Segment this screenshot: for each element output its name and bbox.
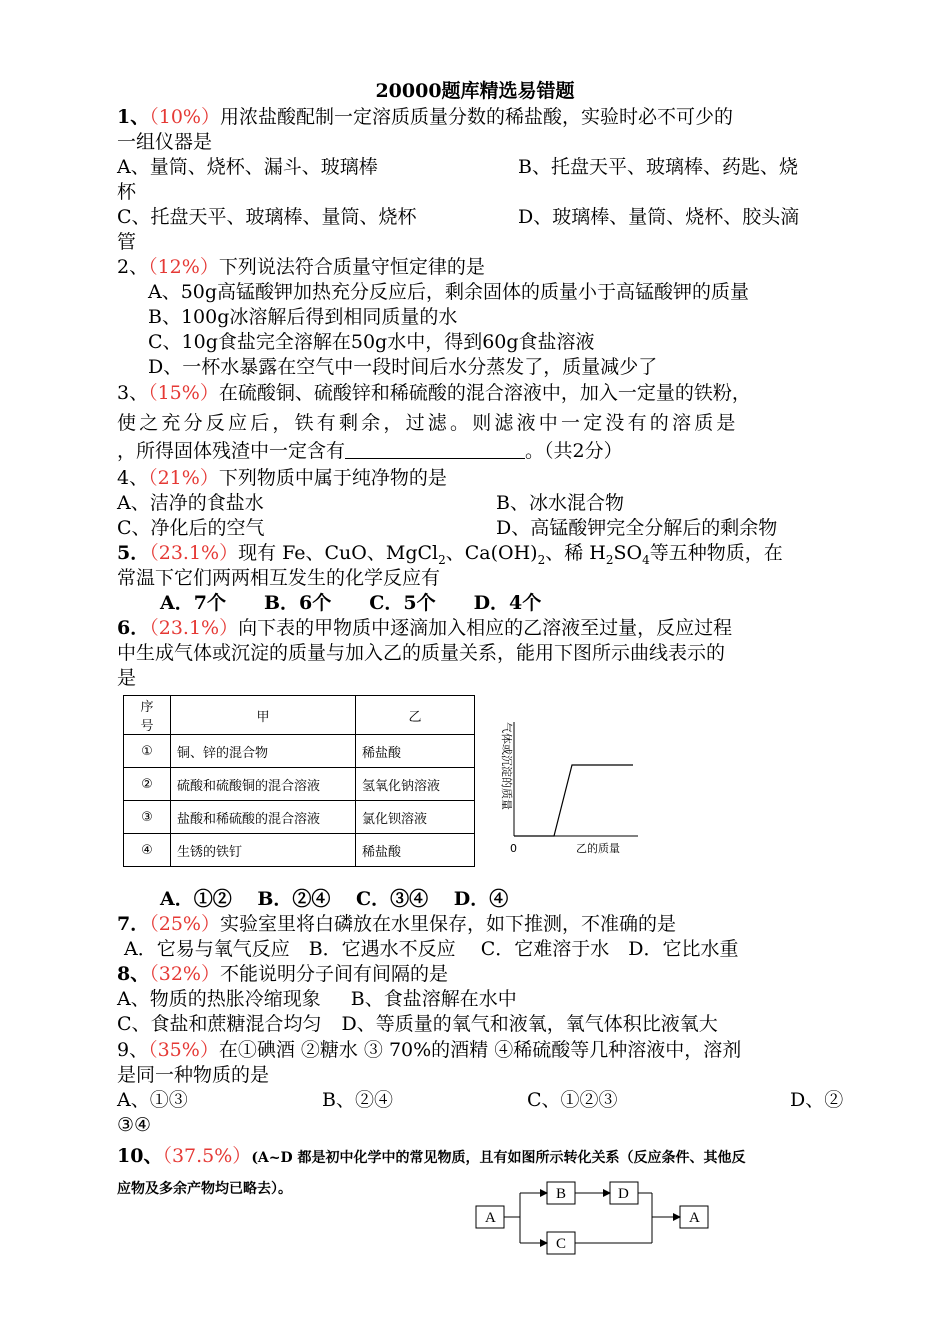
table-cell-b: 稀盐酸 — [356, 834, 475, 867]
q2-option-a: A、50g高锰酸钾加热充分反应后，剩余固体的质量小于高锰酸钾的质量 — [148, 281, 750, 303]
q7-options: A．它易与氧气反应 B．它遇水不反应 C．它难溶于水 D．它比水重 — [124, 938, 739, 960]
q7-pct: （25%） — [149, 913, 220, 935]
q2-pct: （12%） — [148, 256, 219, 278]
q2-option-b: B、100g冰溶解后得到相同质量的水 — [148, 306, 458, 328]
q6-text: 向下表的甲物质中逐滴加入相应的乙溶液至过量，反应过程 — [238, 617, 733, 639]
page-title: 20000题库精选易错题 — [375, 80, 575, 102]
table-cell-no: ② — [124, 768, 171, 801]
table-cell-b: 稀盐酸 — [356, 735, 475, 768]
q9-option-b: B、②④ — [322, 1089, 393, 1111]
q4-option-d: D、高锰酸钾完全分解后的剩余物 — [496, 517, 778, 539]
q4-pct: （21%） — [148, 467, 219, 489]
node-a-end-label: A — [689, 1210, 700, 1226]
q9-option-c: C、①②③ — [527, 1089, 618, 1111]
q7-text: 实验室里将白磷放在水里保存，如下推测，不准确的是 — [219, 913, 676, 935]
q2-num: 2、 — [117, 256, 149, 278]
q9-option-d: D、② — [790, 1089, 844, 1111]
q4-option-b: B、冰水混合物 — [496, 492, 624, 514]
q10-text: (A~D 都是初中化学中的常见物质，且有如图所示转化关系（反应条件、其他反 — [251, 1150, 746, 1166]
q5-text-d: SO — [613, 542, 643, 564]
q10-num: 10、 — [117, 1145, 163, 1167]
table-cell-no: ④ — [124, 834, 171, 867]
table-cell-a: 硫酸和硫酸铜的混合溶液 — [171, 768, 356, 801]
q1-text2: 一组仪器是 — [117, 131, 213, 153]
q3-text: 在硫酸铜、硫酸锌和稀硫酸的混合溶液中，加入一定量的铁粉， — [218, 382, 751, 404]
q9-pct: （35%） — [148, 1039, 219, 1061]
q5-sub-1: 2 — [438, 552, 446, 567]
node-b-label: B — [556, 1186, 567, 1202]
question-1 — [117, 105, 733, 129]
node-a-start-label: A — [485, 1210, 496, 1226]
question-3 — [117, 381, 751, 405]
graph-x-label: 乙的质量 — [576, 842, 620, 855]
q7-num: 7． — [117, 913, 150, 935]
table-row — [124, 735, 475, 768]
q8-text: 不能说明分子间有间隔的是 — [219, 963, 448, 985]
question-6 — [117, 616, 732, 640]
node-c-label: C — [556, 1236, 567, 1252]
q8-row-1 — [117, 987, 517, 1011]
table-cell-a: 铜、锌的混合物 — [171, 735, 356, 768]
q1-option-d-cont: 管 — [117, 231, 137, 253]
q5-text-a: 现有 Fe、CuO、MgCl — [238, 542, 439, 564]
table-header-row — [124, 696, 475, 735]
q8-pct: （32%） — [149, 963, 220, 985]
q9-num: 9、 — [117, 1039, 149, 1061]
q1-num: 1、 — [117, 106, 150, 128]
graph-curve — [514, 765, 633, 836]
q8-row-2 — [117, 1012, 718, 1036]
q2-option-d: D、一杯水暴露在空气中一段时间后水分蒸发了，质量减少了 — [148, 356, 658, 378]
q3-text3a: ，所得固体残渣中一定含有 — [117, 440, 346, 462]
table-cell-b: 氢氧化钠溶液 — [356, 768, 475, 801]
q9-option-a: A、①③ — [117, 1089, 188, 1111]
graph-origin-label: 0 — [510, 842, 517, 855]
q3-line3 — [117, 439, 623, 463]
q5-num: 5． — [117, 542, 150, 564]
graph-y-label: 气体或沉淀的质量 — [500, 722, 513, 810]
q5-pct: （23.1%） — [149, 542, 239, 564]
q1-option-b: B、托盘天平、玻璃棒、药匙、烧 — [518, 156, 798, 178]
q6-table — [123, 695, 475, 867]
node-d-label: D — [618, 1186, 629, 1202]
question-8 — [117, 962, 448, 986]
q10-pct: （37.5%） — [162, 1145, 252, 1167]
table-cell-a: 盐酸和稀硫酸的混合溶液 — [171, 801, 356, 834]
question-7 — [117, 912, 676, 936]
q3-answer-blank[interactable] — [345, 440, 525, 459]
q5-sub-3: 2 — [605, 552, 614, 567]
q2-option-c: C、10g食盐完全溶解在50g水中，得到60g食盐溶液 — [148, 331, 595, 353]
q5-text-c: 、稀 H — [545, 542, 606, 564]
q5-text2: 常温下它们两两相互发生的化学反应有 — [117, 567, 441, 589]
q5-text-b: 、Ca(OH) — [445, 542, 538, 564]
q6-text3: 是 — [117, 667, 137, 689]
q6-text2: 中生成气体或沉淀的质量与加入乙的质量关系，能用下图所示曲线表示的 — [117, 642, 726, 664]
q1-pct: （10%） — [149, 106, 220, 128]
table-row — [124, 834, 475, 867]
q3-text3b: 。（共2分） — [525, 440, 623, 462]
q4-text: 下列物质中属于纯净物的是 — [218, 467, 447, 489]
q5-sub-2: 2 — [537, 552, 546, 567]
q5-text-e: 等五种物质，在 — [649, 542, 783, 564]
q9-option-d-cont: ③④ — [117, 1114, 152, 1136]
q4-num: 4、 — [117, 467, 149, 489]
q9-text2: 是同一种物质的是 — [117, 1064, 270, 1086]
table-cell-no: ① — [124, 735, 171, 768]
table-cell-no: ③ — [124, 801, 171, 834]
table-cell-a: 生锈的铁钉 — [171, 834, 356, 867]
q8-option-b: B、食盐溶解在水中 — [350, 988, 517, 1010]
q8-num: 8、 — [117, 963, 150, 985]
q1-option-d: D、玻璃棒、量筒、烧杯、胶头滴 — [518, 206, 800, 228]
q1-option-c: C、托盘天平、玻璃棒、量筒、烧杯 — [117, 206, 417, 228]
q6-options: A．①② B．②④ C．③④ D．④ — [160, 888, 509, 910]
q8-option-d: D、等质量的氧气和液氧，氧气体积比液氧大 — [341, 1013, 718, 1035]
table-row — [124, 768, 475, 801]
q6-graph — [488, 712, 648, 860]
q8-option-a: A、物质的热胀冷缩现象 — [117, 988, 321, 1010]
q5-options: A．7个 B．6个 C．5个 D．4个 — [160, 592, 542, 614]
table-cell-b: 氯化钡溶液 — [356, 801, 475, 834]
q1-text: 用浓盐酸配制一定溶质质量分数的稀盐酸，实验时必不可少的 — [219, 106, 733, 128]
q6-pct: （23.1%） — [149, 617, 239, 639]
table-row — [124, 801, 475, 834]
question-9 — [117, 1038, 741, 1062]
q1-option-a: A、量筒、烧杯、漏斗、玻璃棒 — [117, 156, 378, 178]
table-header-no: 序 号 — [124, 696, 171, 735]
q4-option-c: C、净化后的空气 — [117, 517, 265, 539]
q2-text: 下列说法符合质量守恒定律的是 — [218, 256, 485, 278]
q4-option-a: A、洁净的食盐水 — [117, 492, 264, 514]
q3-pct: （15%） — [148, 382, 219, 404]
q6-num: 6． — [117, 617, 150, 639]
q5-sub-4: 4 — [642, 552, 650, 567]
table-header-b: 乙 — [356, 696, 475, 735]
q8-option-c: C、食盐和蔗糖混合均匀 — [117, 1013, 322, 1035]
q9-text: 在①碘酒 ②糖水 ③ 70%的酒精 ④稀硫酸等几种溶液中，溶剂 — [218, 1039, 742, 1061]
question-2 — [117, 255, 485, 279]
q10-diagram — [470, 1176, 720, 1260]
question-10 — [117, 1144, 746, 1170]
q3-num: 3、 — [117, 382, 149, 404]
question-4 — [117, 466, 447, 490]
q1-option-b-cont: 杯 — [117, 181, 137, 203]
table-header-a: 甲 — [171, 696, 356, 735]
q10-text2: 应物及多余产物均已略去）。 — [117, 1181, 292, 1197]
q3-text2: 使之充分反应后，铁有剩余，过滤。则滤液中一定没有的溶质是 — [117, 412, 739, 434]
